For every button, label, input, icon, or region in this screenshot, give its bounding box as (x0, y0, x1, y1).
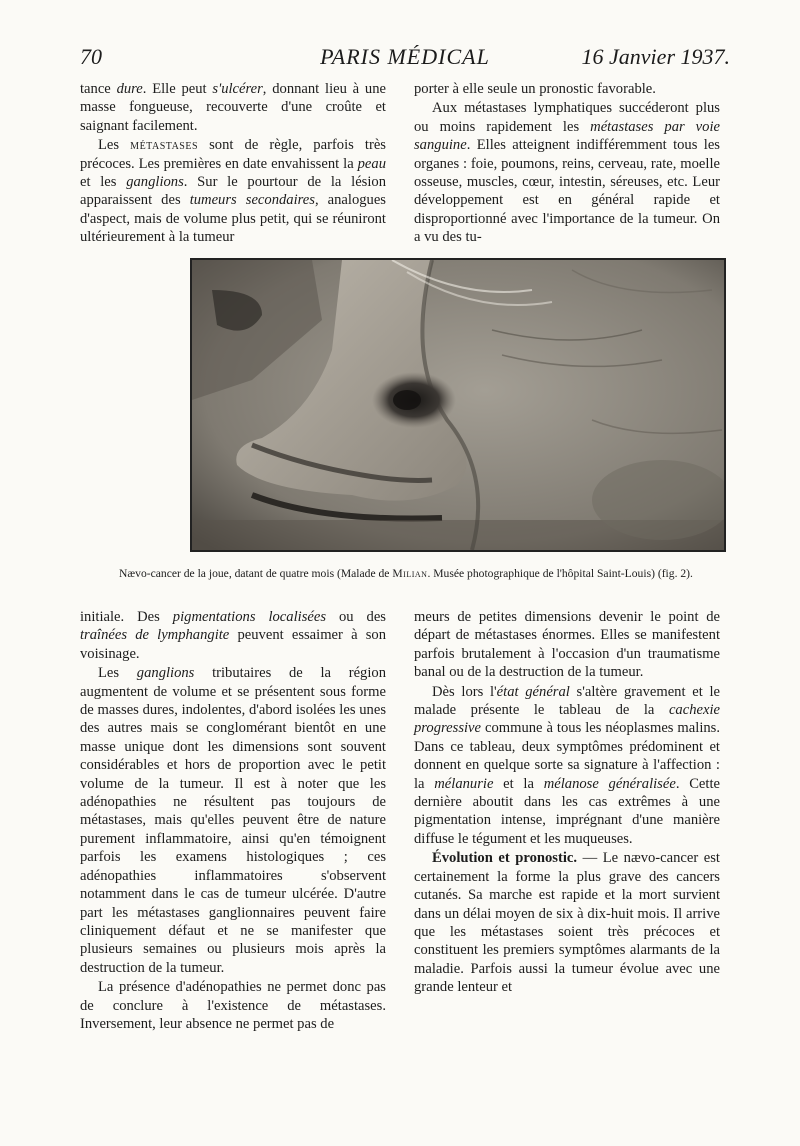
paragraph: Les ganglions tributaires de la région augmentent de volume et se présentent sous forme de masses dures, indolentes, d'abord isolées les unes des autres mais se conglomérant bientôt en une masse unique dont les dimensions sont souvent considérables et hors de proportion avec le petit volume de la tumeur. Il est à noter que les adénopathies ne résultent pas toujours de métastases, mais qu'elles peuvent être de nature purement inflammatoire, ainsi qu'en témoignent parfois les examens histologiques ; ces adénopathies inflammatoires s'observent notamment dans le cas de tumeur ulcérée. D'autre part les métastases ganglionnaires peuvent faire cliniquement défaut et ne se manifester que plusieurs semaines ou plusieurs mois après la destruction de la tumeur. (80, 665, 386, 976)
running-header (80, 44, 730, 74)
column-top-left (80, 80, 386, 247)
paragraph: Les métastases sont de règle, parfois très précoces. Les premières en date envahissent la peau et les ganglions. Sur le pourtour de la lésion apparaissent des tumeurs secondaires, analogues d'aspect, mais de volume plus petit, qui se réuniront ultérieurement à la tumeur (80, 137, 386, 246)
column-top-right (414, 80, 720, 247)
paragraph: Aux métastases lymphatiques succéderont plus ou moins rapidement les métastases par voie sanguine. Elles atteignent indifféremment tous les organes : foie, poumons, reins, cerveau, rate, moelle osseuse, muscles, cœur, intestin, séreuses, etc. Leur développement est en général rapide et disproportionné avec l'importance de la tumeur. On a vu des tu- (414, 100, 720, 246)
issue-date: 16 Janvier 1937. (581, 44, 730, 69)
paragraph: porter à elle seule un pronostic favorable. (414, 81, 656, 97)
page-number: 70 (80, 44, 102, 69)
face-photo-graphic (192, 260, 724, 550)
section-heading: Évolution et pronostic. (432, 850, 578, 867)
paragraph: La présence d'adénopathies ne permet donc pas de conclure à l'existence de métastases. Inversement, leur absence ne permet pas de (80, 979, 386, 1032)
paragraph: Dès lors l'état général s'altère gravement et le malade présente le tableau de la cachexie progressive commune à tous les néoplasmes malins. Dans ce tableau, deux symptômes prédominent et donnent en quelque sorte sa signature à l'affection : la mélanurie et la mélanose généralisée. Cette dernière aboutit dans les cas extrêmes à une pigmentation intense, imprégnant d'une manière diffuse le tégument et les muqueuses. (414, 683, 720, 847)
journal-title: PARIS MÉDICAL (320, 44, 490, 69)
column-bottom-right (414, 608, 720, 997)
paragraph: initiale. Des pigmentations localisées ou des traînées de lymphangite peuvent essaimer à son voisinage. (80, 609, 386, 662)
paragraph: Évolution et pronostic. — Le nævo-cancer est certainement la forme la plus grave des cancers cutanés. Sa marche est rapide et la mort survient dans un délai moyen de six à dix-huit mois. Il arrive que les métastases soient très précoces et constituent les premiers symptômes alarmants de la maladie. Parfois aussi la tumeur évolue avec une grande lenteur et (414, 850, 720, 996)
figure-photograph (190, 258, 726, 552)
column-bottom-left (80, 608, 386, 1033)
figure-caption: Nævo-cancer de la joue, datant de quatre mois (Malade de Milian. Musée photographique de l'hôpital Saint-Louis) (fig. 2). (119, 567, 693, 580)
paragraph: tance dure. Elle peut s'ulcérer, donnant lieu à une masse fongueuse, recouverte d'une croûte et saignant facilement. (80, 81, 386, 134)
paragraph: meurs de petites dimensions devenir le point de départ de métastases énormes. Elles se manifestent parfois brutalement à l'occasion d'un traumatisme banal ou de la destruction de la tumeur. (414, 609, 720, 681)
